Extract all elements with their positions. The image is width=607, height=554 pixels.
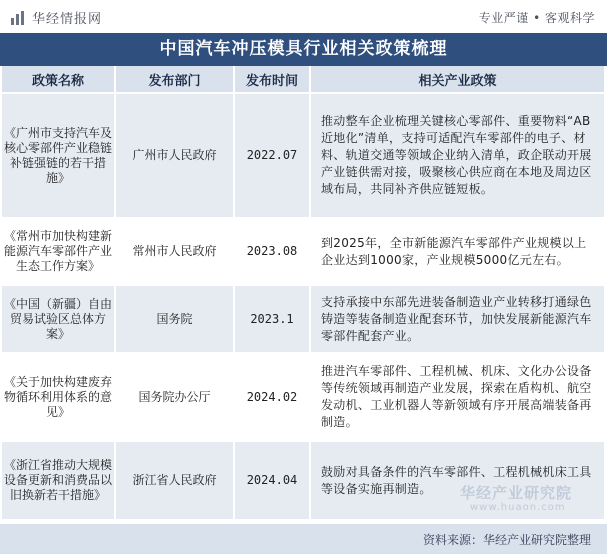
policy-name: 《浙江省推动大规模设备更新和消费品以旧换新若干措施》	[2, 441, 115, 520]
policy-content: 推动整车企业梳理关键核心零部件、重要物料“AB近地化”清单，支持可适配汽车零部件的电子、材料、轨道交通等领域企业纳入清单，政企联动开展产业链供需对接，吸聚核心供应商在本地及周边区域布局，共同补齐供应链短板。	[310, 93, 605, 218]
column-header-date: 发布时间	[234, 66, 310, 93]
brand-name: 华经情报网	[32, 12, 103, 27]
policy-dept: 国务院办公厅	[115, 353, 234, 441]
watermark-text: 华经产业研究院	[460, 484, 573, 502]
table-row	[2, 93, 605, 218]
policy-content: 鼓励对具备条件的汽车零部件、工程机械机床工具等设备实施再制造。	[310, 441, 605, 520]
table-row	[2, 441, 605, 520]
page-title: 中国汽车冲压模具行业相关政策梳理	[0, 33, 607, 66]
policy-name: 《常州市加快构建新能源汽车零部件产业生态工作方案》	[2, 218, 115, 285]
policy-content: 到2025年，全市新能源汽车零部件产业规模以上企业达到1000家，产业规模5000亿元左右。	[310, 218, 605, 285]
policy-date: 2022.07	[234, 93, 310, 218]
policy-name: 《关于加快构建废弃物循环利用体系的意见》	[2, 353, 115, 441]
column-header-policy: 相关产业政策	[310, 66, 605, 93]
policy-date: 2024.04	[234, 441, 310, 520]
policy-dept: 常州市人民政府	[115, 218, 234, 285]
column-header-name: 政策名称	[2, 66, 115, 93]
source-bar	[0, 524, 607, 554]
table-row	[2, 218, 605, 285]
source-note: 资料来源：华经产业研究院整理	[422, 533, 591, 547]
table-row	[2, 353, 605, 441]
top-bar	[0, 0, 607, 33]
policy-date: 2023.08	[234, 218, 310, 285]
policy-table	[2, 66, 606, 521]
table-row	[2, 285, 605, 353]
policy-name: 《广州市支持汽车及核心零部件产业稳链补链强链的若干措施》	[2, 93, 115, 218]
brand-logo-icon	[10, 10, 26, 26]
policy-content: 推进汽车零部件、工程机械、机床、文化办公设备等传统领域再制造产业发展，探索在盾构机、航空发动机、工业机器人等新领域有序开展高端装备再制造。	[310, 353, 605, 441]
policy-name: 《中国（新疆）自由贸易试验区总体方案》	[2, 285, 115, 353]
policy-dept: 广州市人民政府	[115, 93, 234, 218]
slogan: 专业严谨 • 客观科学	[478, 11, 595, 25]
policy-date: 2023.1	[234, 285, 310, 353]
column-header-dept: 发布部门	[115, 66, 234, 93]
policy-content: 支持承接中东部先进装备制造业产业转移打通绿色铸造等装备制造业配套环节，加快发展新能源汽车零部件配套产业。	[310, 285, 605, 353]
brand-logo	[10, 8, 102, 27]
policy-dept: 浙江省人民政府	[115, 441, 234, 520]
policy-date: 2024.02	[234, 353, 310, 441]
table-header-row	[2, 66, 605, 93]
policy-dept: 国务院	[115, 285, 234, 353]
watermark-url: www.huaon.com	[470, 502, 566, 513]
